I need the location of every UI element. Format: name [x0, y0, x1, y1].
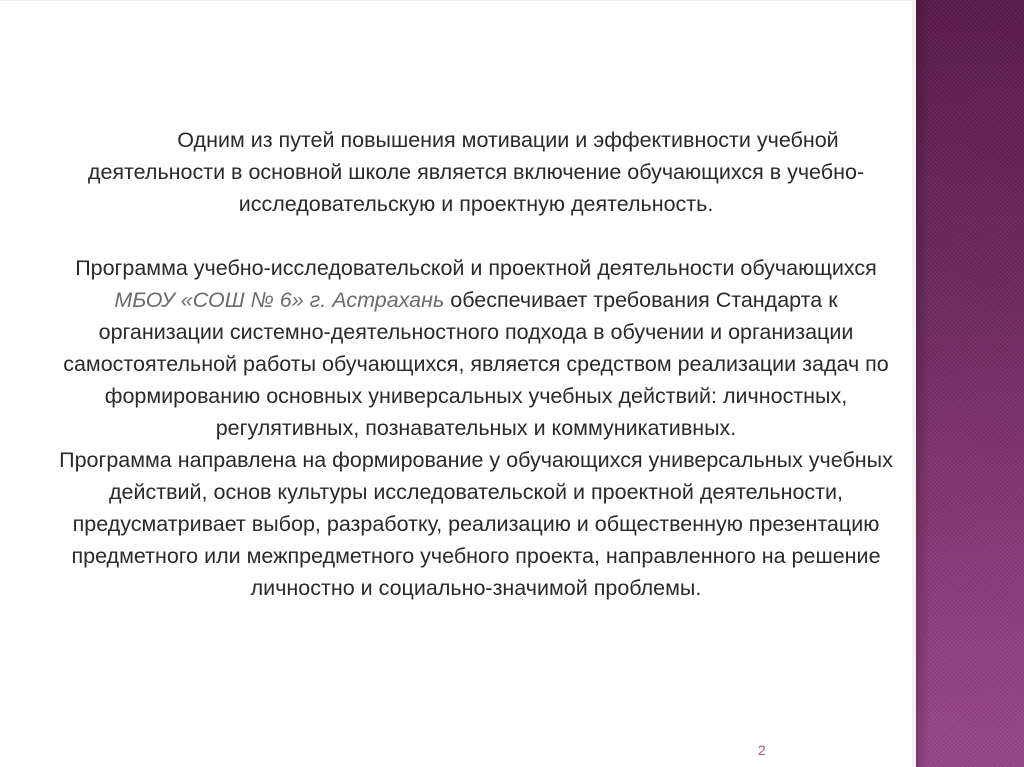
- paragraph-motivation: [54, 124, 898, 220]
- paragraph-program-description: [54, 252, 898, 444]
- paragraph-gap: [54, 220, 898, 252]
- paragraph-motivation-text: Одним из путей повышения мотивации и эффективности учебной деятельности в основной школе является включение обучающихся в учебно-исследовательскую и проектную деятельность.: [87, 128, 865, 216]
- paragraph-program-end: обеспечивает требования Стандарта к организации системно-деятельностного подхода в обучении и организации самостоятельной работы обучающихся, является средством реализации задач по формированию основных универсальных учебных действий: личностных, регулятивных, познавательных и коммуникативных.: [63, 288, 889, 440]
- slide-body-text: [54, 124, 898, 604]
- paragraph-program-goal: Программа направлена на формирование у обучающихся универсальных учебных действий, основ культуры исследовательской и проектной деятельности, предусматривает выбор, разработку, реализацию и общественную презентацию предметного или межпредметного учебного проекта, направленного на решение личностно и социально-значимой проблемы.: [59, 448, 893, 600]
- top-divider: [0, 0, 916, 1]
- paragraph-program-start: Программа учебно-исследовательской и проектной деятельности обучающихся: [75, 256, 877, 280]
- school-name: МБОУ «СОШ № 6» г. Астрахань: [114, 288, 445, 312]
- page-number: 2: [758, 742, 766, 758]
- decorative-sidebar: [916, 0, 1024, 767]
